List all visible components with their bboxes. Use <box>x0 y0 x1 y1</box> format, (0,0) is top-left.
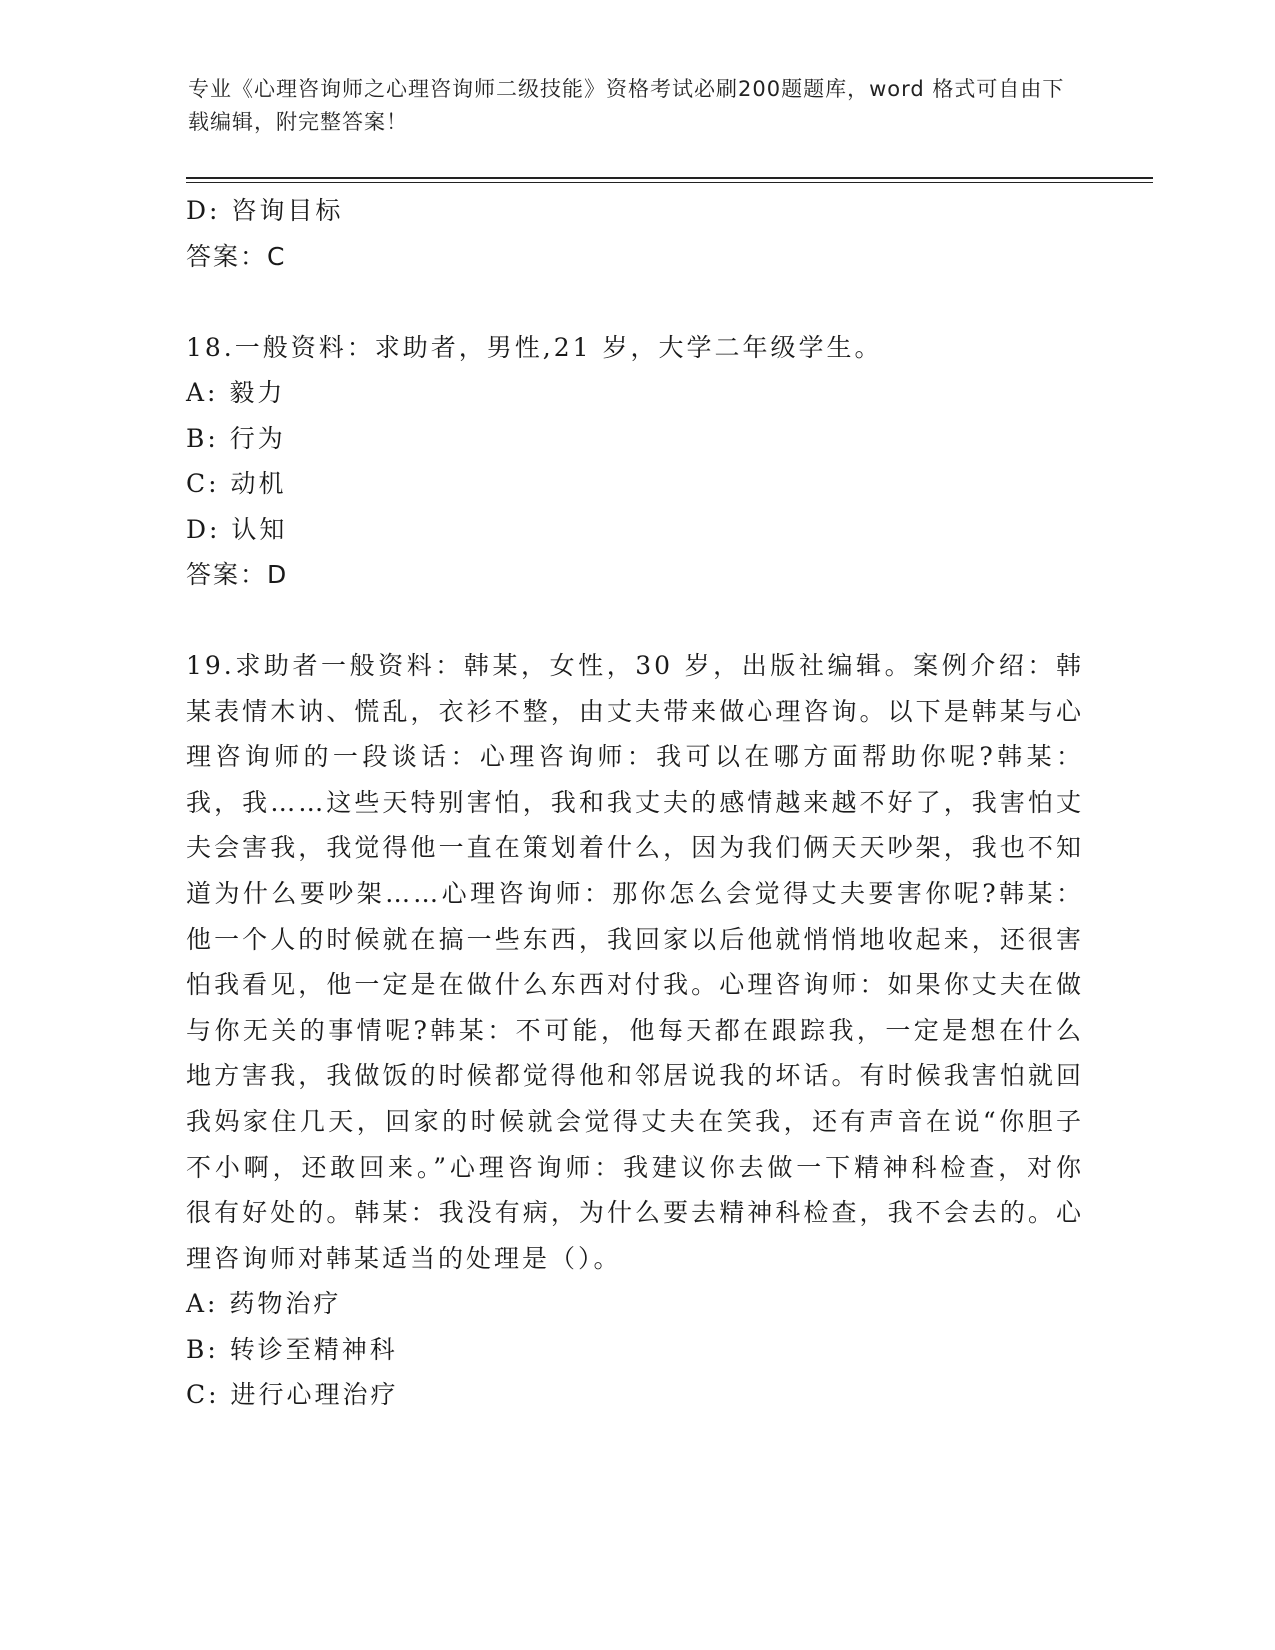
question-19 <box>186 643 1086 1418</box>
header-divider-thick <box>186 177 1153 179</box>
answer-label: 答案：D <box>186 560 289 589</box>
question-17-tail <box>186 188 1086 279</box>
question-18 <box>186 325 1086 598</box>
answer-label: 答案：C <box>186 241 287 271</box>
option-d: D: 认知 <box>186 514 288 544</box>
option-b: B: 行为 <box>186 423 286 453</box>
spacer <box>186 598 1086 644</box>
question-stem: 19.求助者一般资料：韩某，女性，30 岁，出版社编辑。案例介绍：韩某表情木讷、慌乱，衣衫不整，由丈夫带来做心理咨询。以下是韩某与心理咨询师的一段谈话：心理咨询师：我可以在哪方面帮助你呢?韩某：我，我……这些天特别害怕，我和我丈夫的感情越来越不好了，我害怕丈夫会害我，我觉得他一直在策划着什么，因为我们俩天天吵架，我也不知道为什么要吵架……心理咨询师：那你怎么会觉得丈夫要害你呢?韩某：他一个人的时候就在搞一些东西，我回家以后他就悄悄地收起来，还很害怕我看见，他一定是在做什么东西对付我。心理咨询师：如果你丈夫在做与你无关的事情呢?韩某：不可能，他每天都在跟踪我，一定是想在什么地方害我，我做饭的时候都觉得他和邻居说我的坏话。有时候我害怕就回我妈家住几天，回家的时候就会觉得丈夫在笑我，还有声音在说“你胆子不小啊，还敢回来。”心理咨询师：我建议你去做一下精神科检查，对你很有好处的。韩某：我没有病，为什么要去精神科检查，我不会去的。心理咨询师对韩某适当的处理是（）。 <box>186 651 1084 1273</box>
option-b: B: 转诊至精神科 <box>186 1334 398 1364</box>
option-c: C: 动机 <box>186 469 287 498</box>
spacer <box>186 279 1086 325</box>
header-text: 专业《心理咨询师之心理咨询师二级技能》资格考试必刷200题题库，word 格式可自由下载编辑，附完整答案！ <box>188 77 1065 134</box>
document-header <box>188 73 1068 139</box>
header-divider-thin <box>186 182 1153 183</box>
option-c: C: 进行心理治疗 <box>186 1380 399 1410</box>
question-content <box>186 188 1086 1418</box>
option-a: A: 药物治疗 <box>186 1289 342 1319</box>
question-stem: 18.一般资料：求助者，男性,21 岁，大学二年级学生。 <box>186 332 883 362</box>
option-a: A: 毅力 <box>186 378 286 407</box>
option-d: D: 咨询目标 <box>186 196 344 225</box>
